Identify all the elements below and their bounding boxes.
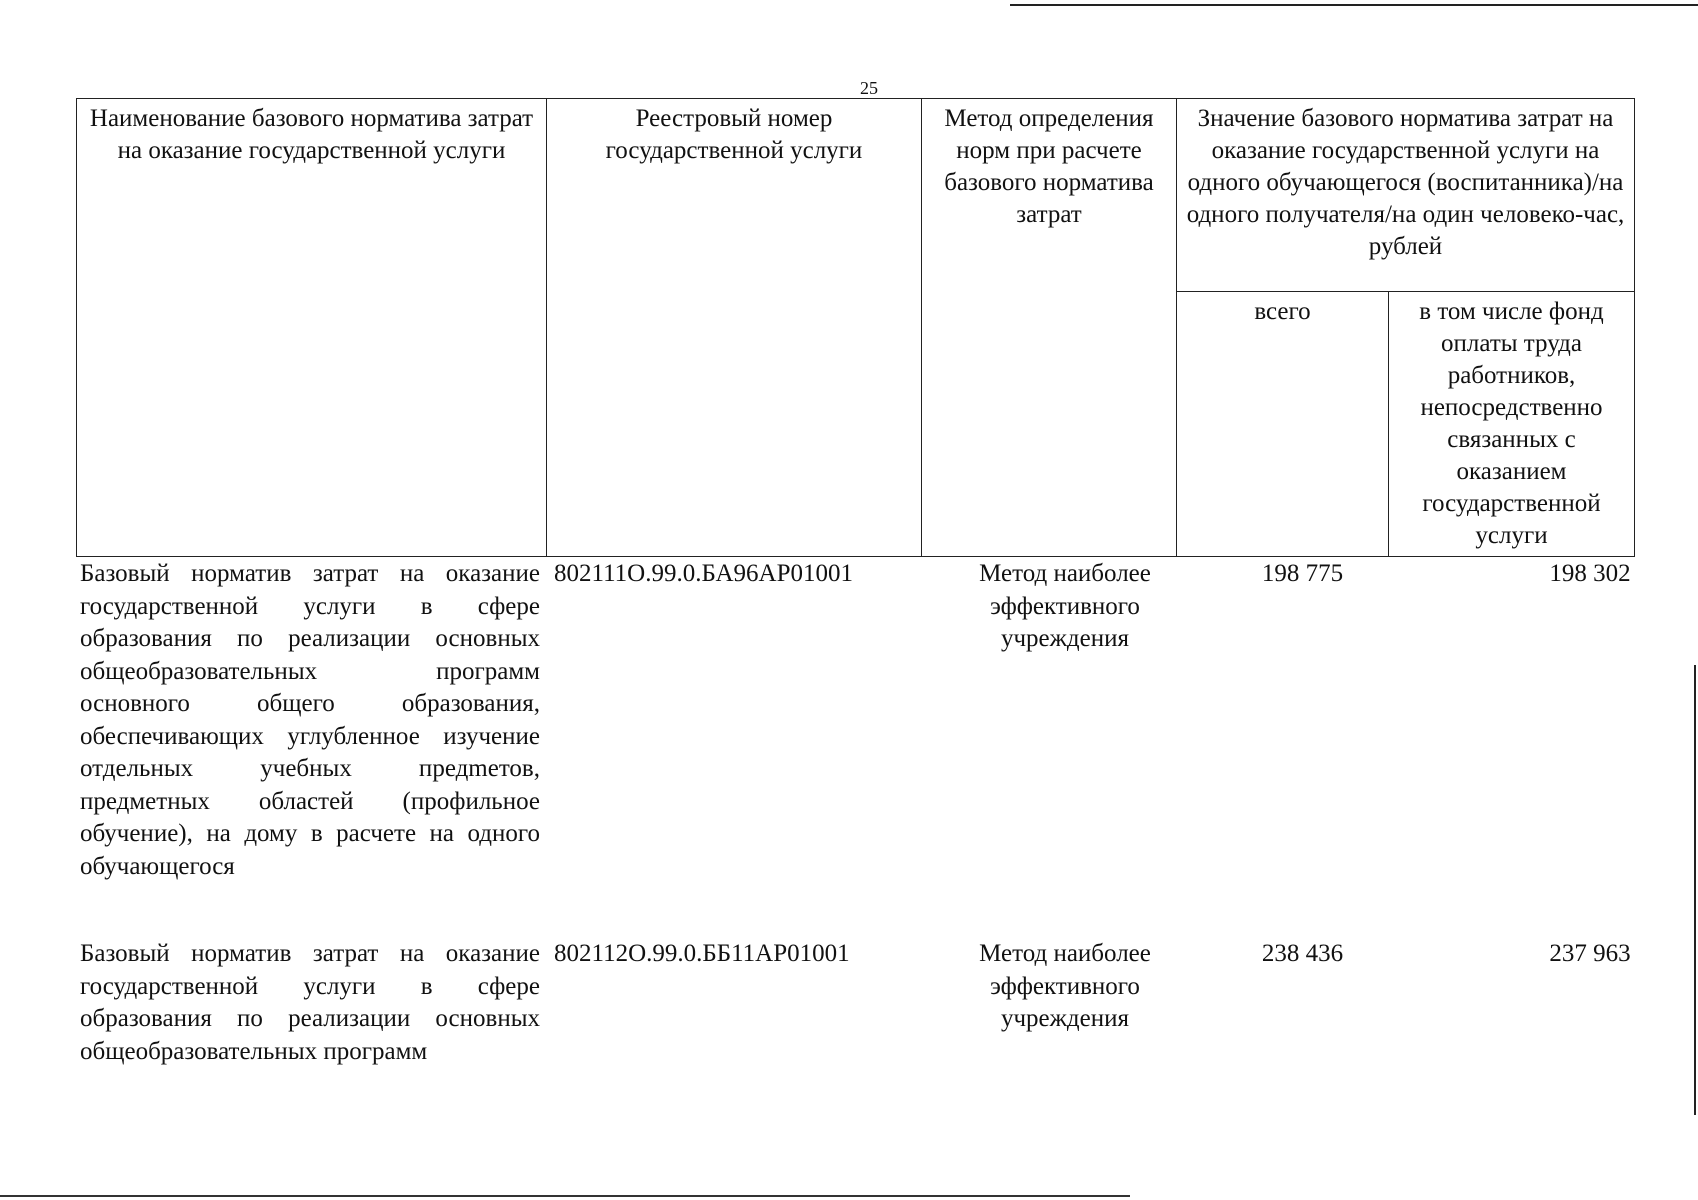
- scan-edge-line-top: [1010, 4, 1698, 6]
- row-name-cell: Базовый норматив затрат на оказание государственной услуги в сфере образования по реализации основных общеобразовательных программ основного общего образования, обеспечивающих углубленное изучение отдельных учебных предmетов, предметных областей (профильное обучение), на дому в расчете на одного обучающегося: [80, 560, 540, 880]
- row-wage-fund-cell: 237 963: [1549, 940, 1631, 967]
- row-wage-fund-cell: 198 302: [1549, 560, 1631, 587]
- row-name-cell: Базовый норматив затрат на оказание государственной услуги в сфере образования по реализации основных общеобразовательных программ: [80, 940, 540, 1065]
- header-name-cell: Наименование базового норматива затрат на оказание государственной услуги: [77, 99, 547, 557]
- row-registry-cell: 802112О.99.0.ББ11АР01001: [554, 940, 850, 967]
- header-value-group-cell: Значение базового норматива затрат на оказание государственной услуги на одного обучающегося (воспитанника)/на одного получателя/на один человеко-час, рублей: [1177, 99, 1635, 292]
- row-method-cell: Метод наиболее эффективного учреждения: [979, 940, 1151, 1032]
- row-method-cell: Метод наиболее эффективного учреждения: [979, 560, 1151, 652]
- header-wage-fund-cell: в том числе фонд оплаты труда работников, непосредственно связанных с оказанием государственной услуги: [1389, 292, 1635, 557]
- row-total-cell: 198 775: [1261, 560, 1344, 587]
- row-total-cell: 238 436: [1261, 940, 1344, 967]
- scan-edge-line-bottom: [0, 1195, 1130, 1197]
- page-number: 25: [860, 78, 878, 98]
- table-header: [76, 98, 1635, 557]
- scan-edge-line-right: [1694, 665, 1696, 1115]
- header-method-cell: Метод определения норм при расчете базового норматива затрат: [922, 99, 1177, 557]
- header-registry-cell: Реестровый номер государственной услуги: [547, 99, 922, 557]
- row-registry-cell: 802111О.99.0.БА96АР01001: [554, 560, 853, 587]
- header-total-cell: всего: [1177, 292, 1389, 557]
